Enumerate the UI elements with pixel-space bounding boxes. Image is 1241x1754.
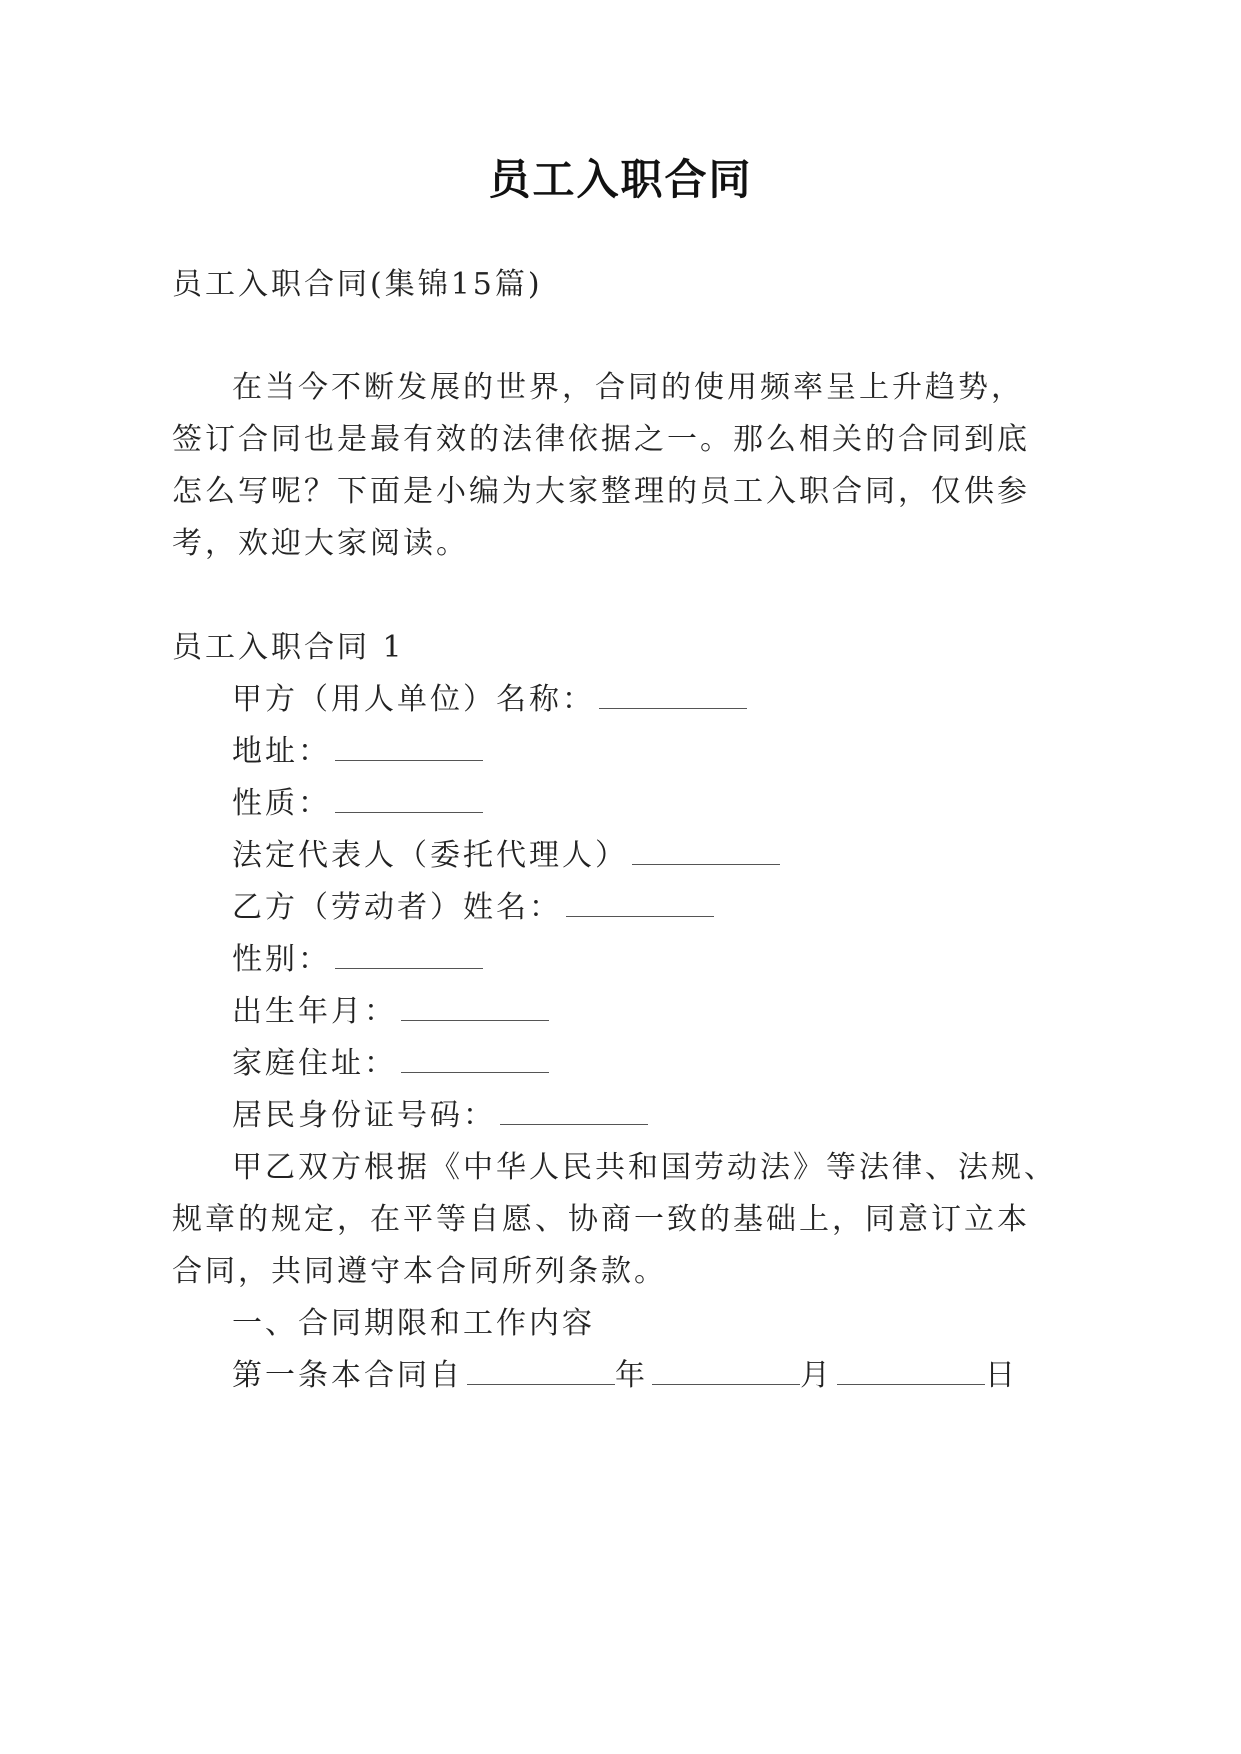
fill-blank (335, 786, 483, 813)
intro-line-3: 怎么写呢？下面是小编为大家整理的员工入职合同，仅供参 (172, 474, 1030, 509)
field-legal-rep (232, 836, 780, 876)
fill-blank (401, 1046, 549, 1073)
fill-blank (401, 994, 549, 1021)
fill-blank (335, 942, 483, 969)
field-party-b-name (232, 888, 714, 928)
fill-blank (500, 1098, 648, 1125)
field-label: 居民身份证号码： (232, 1098, 496, 1133)
article-one (232, 1356, 1018, 1396)
field-label: 地址： (232, 734, 331, 769)
document-subtitle: 员工入职合同(集锦15篇) (172, 267, 543, 302)
field-label: 出生年月： (232, 994, 397, 1029)
basis-line-3: 合同，共同遵守本合同所列条款。 (172, 1254, 667, 1289)
field-label: 乙方（劳动者）姓名： (232, 890, 562, 925)
basis-line-2: 规章的规定，在平等自愿、协商一致的基础上，同意订立本 (172, 1202, 1030, 1237)
field-label: 性别： (232, 942, 331, 977)
fill-blank (335, 734, 483, 761)
basis-line-1: 甲乙双方根据《中华人民共和国劳动法》等法律、法规、 (232, 1150, 1057, 1185)
article-one-month: 月 (800, 1358, 833, 1393)
intro-line-1: 在当今不断发展的世界，合同的使用频率呈上升趋势， (232, 370, 1024, 405)
section-heading: 员工入职合同 1 (172, 630, 405, 665)
field-home-address (232, 1044, 549, 1084)
article-one-day: 日 (985, 1358, 1018, 1393)
field-nature (232, 784, 483, 824)
fill-blank (566, 890, 714, 917)
field-id-number (232, 1096, 648, 1136)
field-label: 甲方（用人单位）名称： (232, 682, 595, 717)
field-party-a-name (232, 680, 747, 720)
document-title: 员工入职合同 (488, 155, 753, 204)
clause-heading: 一、合同期限和工作内容 (232, 1306, 595, 1341)
fill-blank (467, 1358, 615, 1385)
field-gender (232, 940, 483, 980)
field-label: 家庭住址： (232, 1046, 397, 1081)
fill-blank (837, 1358, 985, 1385)
intro-line-2: 签订合同也是最有效的法律依据之一。那么相关的合同到底 (172, 422, 1030, 457)
fill-blank (632, 838, 780, 865)
field-label: 法定代表人（委托代理人） (232, 838, 628, 873)
article-one-prefix: 第一条本合同自 (232, 1358, 463, 1393)
fill-blank (652, 1358, 800, 1385)
article-one-year: 年 (615, 1358, 648, 1393)
field-label: 性质： (232, 786, 331, 821)
field-address (232, 732, 483, 772)
field-birth (232, 992, 549, 1032)
intro-line-4: 考，欢迎大家阅读。 (172, 526, 469, 561)
fill-blank (599, 682, 747, 709)
